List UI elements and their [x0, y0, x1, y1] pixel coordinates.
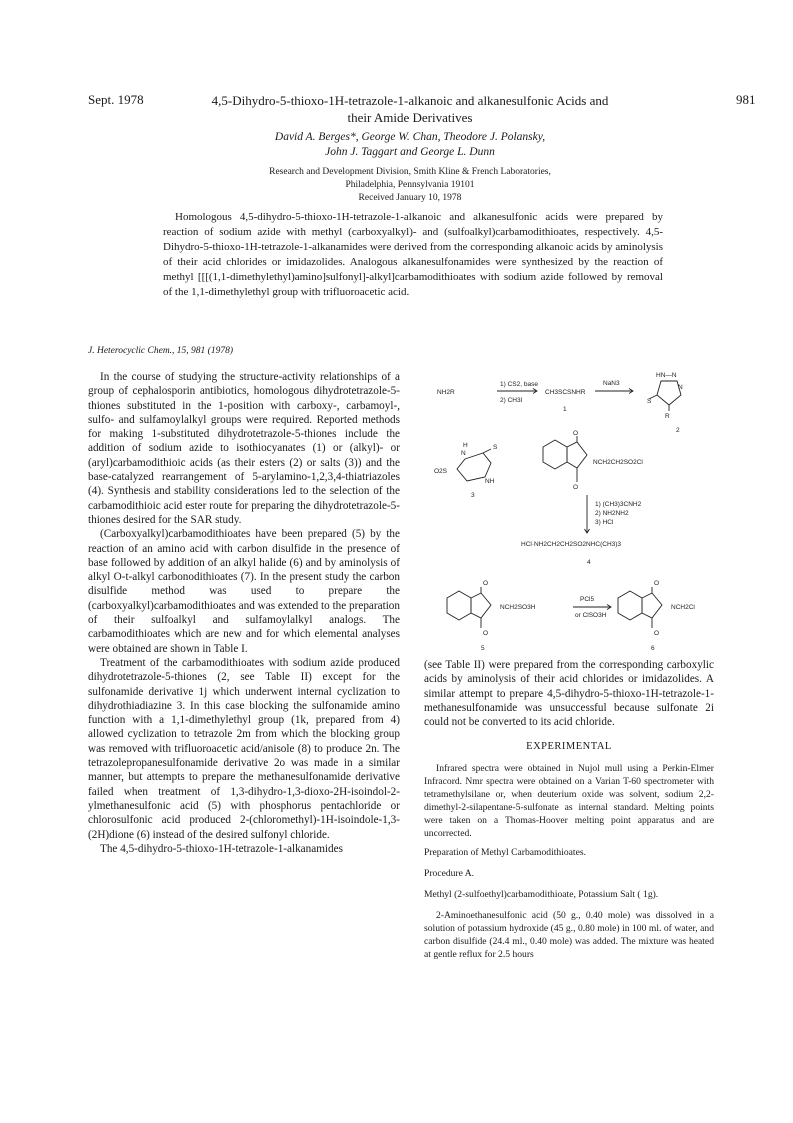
- reaction-scheme: [425, 365, 715, 655]
- thiadiazine-s: S: [493, 444, 498, 451]
- affiliation-line-2: Philadelphia, Pennsylvania 19101: [345, 180, 475, 190]
- body-paragraph-4: The 4,5-dihydro-5-thioxo-1H-tetrazole-1-alkanamides: [100, 842, 343, 855]
- phthal6-oxygen-bottom: O: [654, 630, 660, 637]
- thiadiazine-n: N: [461, 450, 466, 457]
- affiliation: [150, 166, 670, 205]
- scheme-label-6: 6: [651, 645, 655, 652]
- running-date: Sept. 1978: [88, 92, 144, 107]
- affiliation-line-1: Research and Development Division, Smith Kline & French Laboratories,: [269, 167, 551, 177]
- scheme-intermediate: CH3SCSNHR: [545, 389, 586, 396]
- authors-line-2: John J. Taggart and George L. Dunn: [325, 146, 495, 158]
- abstract: Homologous 4,5-dihydro-5-thioxo-1H-tetrazole-1-alkanoic and alkanesulfonic acids were prepared by reaction of sodium azide with methyl (carboxyalkyl)- and (sulfoalkyl)carbamodithioates, respectively. 4,5-Dihydro-5-thioxo-1H-tetrazole-1-alkanamides were derived from the corresponding alkanoic acids by aminolysis of their acid chlorides or imidazolides. Analogous alkanesulfonamides were synthesized by the reaction of methyl [[[(1,1-dimethylethyl)amino]sulfonyl]-alkyl]carbamodithioates with sodium azide followed by removal of the 1,1-dimethylethyl group with trifluoroacetic acid.: [163, 211, 663, 298]
- imide-ring-6: [642, 593, 662, 618]
- phthalimide-ring-5: [447, 591, 471, 620]
- phthal5-oxygen-top: O: [483, 580, 489, 587]
- thiadiazine-nh: NH: [485, 478, 495, 485]
- scheme-arrow5-bottom: or ClSO3H: [575, 612, 607, 619]
- phthal6-substituent: NCH2Cl: [671, 604, 695, 611]
- procedure-heading: Procedure A.: [424, 868, 475, 880]
- scheme-arrow1-top: 1) CS2, base: [500, 381, 538, 388]
- scheme-label-4: 4: [587, 559, 591, 566]
- left-column: [88, 370, 400, 856]
- tetrazole-hn: HN—N: [656, 372, 677, 379]
- tetrazole-s: S: [647, 398, 652, 405]
- tetrazole-r: R: [665, 413, 670, 420]
- title-line-2: their Amide Derivatives: [347, 110, 473, 125]
- thiadiazine-h: H: [463, 442, 468, 449]
- title-line-1: 4,5-Dihydro-5-thioxo-1H-tetrazole-1-alkanoic and alkanesulfonic Acids and: [211, 93, 609, 108]
- body-paragraph-1: In the course of studying the structure-activity relationships of a group of cephalosporin antibiotics, homologous dihydrotetrazole-5-thiones substituted in the 1-position with carboxy-, carbamoyl-, sulfo- and sulfamoylalkyl groups were required. Reported methods for making 1-substituted dihydrotetrazole-5-thiones include the addition of sodium azide to isothiocyanates (1) or (alkyl)- or (aryl)carbamodithioic acids (as their esters (2) or salts (3)) and the base-catalyzed rearrangement of 5-arylamino-1,2,3,4-thiatriazoles (4). Synthesis and stability considerations led to the selection of the carbamodithioic acid ester route for preparing the dihydrotetrazole-5-thiones desired for the SAR study.: [88, 371, 400, 526]
- imide-ring-5: [471, 593, 491, 618]
- phthal5-oxygen-bottom: O: [483, 630, 489, 637]
- scheme-label-5: 5: [481, 645, 485, 652]
- right-body-paragraph: (see Table II) were prepared from the corresponding carboxylic acids by aminolysis of their acid chlorides or imidazolides. A similar attempt to prepare 4,5-dihydro-5-thioxo-1H-tetrazole-1-methanesulfonamide was unsuccessful because sulfonate 2i could not be converted to its acid chloride.: [424, 659, 714, 729]
- tetrazole-n: N: [678, 384, 683, 391]
- experimental-heading: EXPERIMENTAL: [526, 741, 612, 753]
- authors-line-1: David A. Berges*, George W. Chan, Theodore J. Polansky,: [274, 131, 546, 143]
- received-date: Received January 10, 1978: [358, 193, 462, 203]
- journal-citation: J. Heterocyclic Chem., 15, 981 (1978): [88, 346, 234, 356]
- paper-title: [150, 92, 670, 126]
- phthal5-substituent: NCH2SO3H: [500, 604, 536, 611]
- phthalimide-ring-1: [543, 440, 567, 469]
- experimental-paragraph-1: Infrared spectra were obtained in Nujol mull using a Perkin-Elmer Infracord. Nmr spectra were obtained on a Varian T-60 spectrometer with tetramethylsilane or, when deuterium oxide was solvent, sodium 2,2-dimethyl-2-silapentane-5-sulfonate as internal standard. Melting points were taken on a Thomas-Hoover melting point apparatus and are uncorrected.: [424, 763, 714, 840]
- scheme-label-1: 1: [563, 406, 567, 413]
- body-paragraph-2: (Carboxyalkyl)carbamodithioates have been prepared (5) by the reaction of an amino acid with carbon disulfide in the presence of base followed by addition of an alkyl halide (6) and by aminolysis of alkyl O-t-alkyl carbonodithioates (7). In the present study the carbon disulfide method was used to prepare the (carboxyalkyl)carbamodithioates and was extended to the preparation of their sulfoalkyl and sulfamoylalkyl analogs. The carbamodithioates which are new and for which elemental analyses were obtained are shown in Table I.: [88, 528, 400, 655]
- scheme-arrow5-top: PCl5: [580, 596, 595, 603]
- phthal-oxygen-top: O: [573, 430, 579, 437]
- phthalimide-ring-6: [618, 591, 642, 620]
- compound-heading: Methyl (2-sulfoethyl)carbamodithioate, Potassium Salt ( 1g).: [424, 889, 659, 901]
- experimental-paragraph-2: 2-Aminoethanesulfonic acid (50 g., 0.40 mole) was dissolved in a solution of potassium hydroxide (45 g., 0.80 mole) in 100 ml. of water, and carbon disulfide (24.4 ml., 0.40 mole) was added. The mixture was heated at gentle reflux for 2.5 hours: [424, 910, 714, 961]
- scheme-label-2: 2: [676, 427, 680, 434]
- page-number: 981: [736, 92, 756, 107]
- phthal6-oxygen-top: O: [654, 580, 660, 587]
- scheme-label-3: 3: [471, 492, 475, 499]
- reagent-down-2: 2) NH2NH2: [595, 510, 629, 517]
- imide-ring-1: [567, 442, 587, 468]
- preparation-heading: Preparation of Methyl Carbamodithioates.: [424, 847, 586, 859]
- reagent-down-3: 3) HCl: [595, 519, 614, 526]
- product-4: HCl·NH2CH2CH2SO2NHC(CH3)3: [521, 541, 622, 548]
- scheme-arrow1-bottom: 2) CH3I: [500, 397, 523, 404]
- body-paragraph-3: Treatment of the carbamodithioates with sodium azide produced dihydrotetrazole-5-thiones (2, see Table II) except for the sulfonamide derivative 1j which underwent internal cyclization to dihydrothiadiazine 3. In this case blocking the sulfonamide amino function with a 1,1-dimethylethyl group (1k, prepared from 4) allowed cyclization to tetrazole 2m from which the blocking group was removed with trifluoroacetic acid/anisole (8) to produce 2n. The tetrazolepropanesulfonamide derivative 2o was made in a similar manner, but attempts to prepare the methanesulfonamide derivative failed when treatment of 1,3-dihydro-1,3-dioxo-2H-isoindol-2-ylmethanesulfonic acid (5) with phosphorus pentachloride or chlorosulfonic acid produced 2-(chloromethyl)-1H-isoindole-1,3-(2H)dione (6) instead of the desired sulfonyl chloride.: [88, 656, 400, 841]
- thiadiazine-ring: [457, 453, 491, 481]
- reagent-down-1: 1) (CH3)3CNH2: [595, 501, 642, 508]
- thiadiazine-o2s: O2S: [434, 468, 448, 475]
- author-list: [150, 130, 670, 160]
- right-column: [424, 658, 714, 961]
- scheme-arrow2-label: NaN3: [603, 380, 620, 387]
- phthal-oxygen-bottom: O: [573, 484, 579, 491]
- scheme-amine: NH2R: [437, 389, 455, 396]
- phthal-substituent: NCH2CH2SO2Cl: [593, 459, 643, 466]
